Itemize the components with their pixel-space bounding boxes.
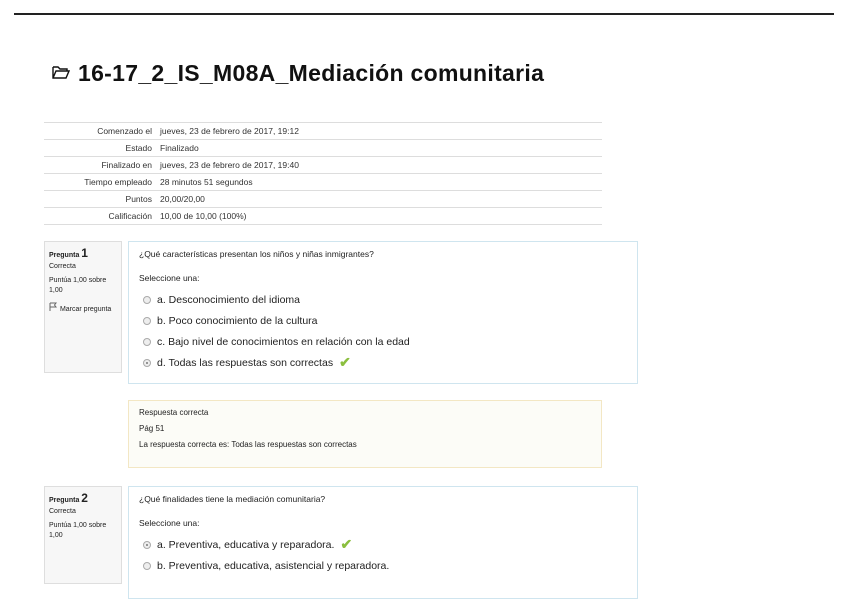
question-1-content <box>128 241 638 384</box>
answer-prompt: Seleccione una: <box>139 518 200 528</box>
answer-option[interactable]: a. Desconocimiento del idioma <box>139 289 627 310</box>
question-number: Pregunta 1 <box>49 246 88 260</box>
radio-button[interactable] <box>143 296 151 304</box>
question-state: Correcta <box>49 508 76 515</box>
question-number: Pregunta 2 <box>49 491 88 505</box>
question-text: ¿Qué finalidades tiene la mediación comunitaria? <box>139 494 326 504</box>
answer-option[interactable]: b. Poco conocimiento de la cultura <box>139 310 627 331</box>
answer-option-selected[interactable]: a. Preventiva, educativa y reparadora. ✔ <box>139 534 627 555</box>
check-icon: ✔ <box>339 354 351 370</box>
summary-row: Estado Finalizado <box>44 140 602 157</box>
radio-button[interactable] <box>143 338 151 346</box>
summary-row: Finalizado en jueves, 23 de febrero de 2017, 19:40 <box>44 157 602 174</box>
radio-button-checked[interactable] <box>143 541 151 549</box>
question-2-content <box>128 486 638 599</box>
question-text: ¿Qué características presentan los niños y niñas inmigrantes? <box>139 249 374 259</box>
answer-option[interactable]: b. Preventiva, educativa, asistencial y reparadora. <box>139 555 627 576</box>
question-2-info <box>44 486 122 584</box>
summary-row: Comenzado el jueves, 23 de febrero de 2017, 19:12 <box>44 123 602 140</box>
top-divider <box>14 13 834 15</box>
question-1-info <box>44 241 122 373</box>
answer-option[interactable]: c. Bajo nivel de conocimientos en relación con la edad <box>139 331 627 352</box>
flag-icon <box>49 306 58 313</box>
radio-button-checked[interactable] <box>143 359 151 367</box>
radio-button[interactable] <box>143 317 151 325</box>
summary-row: Tiempo empleado 28 minutos 51 segundos <box>44 174 602 191</box>
question-state: Correcta <box>49 263 76 270</box>
summary-row: Calificación 10,00 de 10,00 (100%) <box>44 208 602 225</box>
page-title <box>52 60 544 88</box>
answer-option-selected[interactable]: d. Todas las respuestas son correctas ✔ <box>139 352 627 373</box>
feedback-result: Respuesta correcta <box>139 408 209 417</box>
question-1-feedback <box>128 400 602 468</box>
page-title-text: 16-17_2_IS_M08A_Mediación comunitaria <box>78 60 545 86</box>
check-icon: ✔ <box>340 536 353 552</box>
question-points: Puntúa 1,00 sobre 1,00 <box>49 277 107 294</box>
summary-row: Puntos 20,00/20,00 <box>44 191 602 208</box>
feedback-correct-answer: La respuesta correcta es: Todas las respuestas son correctas <box>139 440 357 449</box>
radio-button[interactable] <box>143 562 151 570</box>
folder-open-icon <box>52 58 70 85</box>
question-points: Puntúa 1,00 sobre 1,00 <box>49 522 107 539</box>
flag-question-link[interactable]: Marcar pregunta <box>49 302 121 315</box>
answer-prompt: Seleccione una: <box>139 273 200 283</box>
feedback-page-ref: Pág 51 <box>139 424 165 433</box>
attempt-summary-table <box>44 122 602 225</box>
